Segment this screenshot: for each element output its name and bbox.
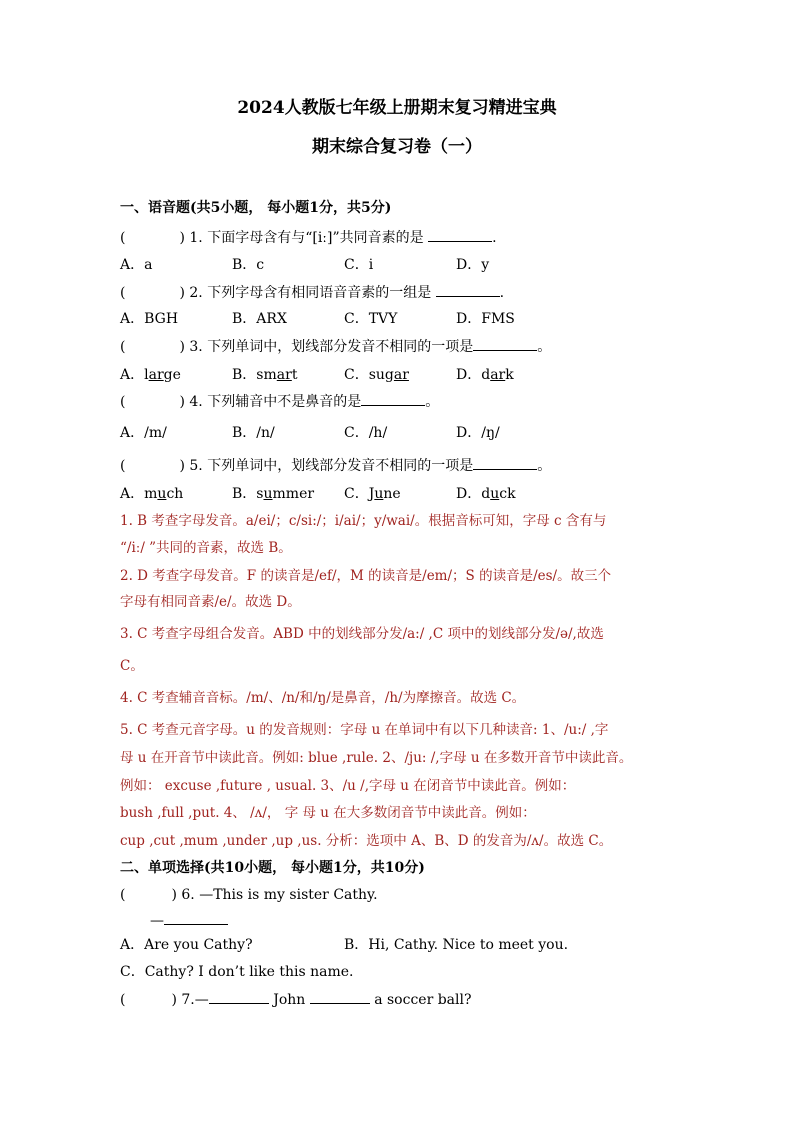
q6-text: —This is my sister Cathy. xyxy=(199,887,378,903)
exam-subtitle: 期末综合复习卷（一） xyxy=(312,137,482,157)
q1-blank xyxy=(428,227,492,242)
answer-2-line1: 2. D 考查字母发音。F 的读音是/ef/，M 的读音是/em/；S 的读音是/es/。故三个 xyxy=(120,568,612,584)
q3-option-a: A．large xyxy=(120,367,181,383)
q3-text: 下列单词中，划线部分发音不相同的一项是 xyxy=(207,339,474,355)
answer-5-line1: 5. C 考查元音字母。u 的发音规则：字母 u 在单词中有以下几种读音: 1、/u:/ ,字 xyxy=(120,722,609,738)
q1-end: . xyxy=(492,230,497,246)
q1-option-a: A．a xyxy=(120,257,153,273)
q4-option-b: B．/n/ xyxy=(232,425,275,441)
q3-option-b: B．smart xyxy=(232,367,298,383)
q2-end: . xyxy=(499,285,505,301)
q5-number: ) 5. xyxy=(179,458,203,474)
q1-option-d: D．y xyxy=(456,257,490,273)
q1-option-b: B．c xyxy=(232,257,265,273)
q2-paren-open: ( xyxy=(120,285,126,301)
answer-5-line2: 母 u 在开音节中读此音。例如: blue ,rule. 2、/ju: /,字母 u 在多数开音节中读此音。 xyxy=(120,750,633,766)
q5-option-c: C．June xyxy=(344,486,401,502)
q7-paren-open: ( xyxy=(120,992,126,1008)
section1-heading: 一、语音题(共5小题， 每小题1分，共5分) xyxy=(120,200,392,216)
question-5 xyxy=(120,455,551,476)
q2-option-a: A．BGH xyxy=(120,311,179,327)
q2-text: 下列字母含有相同语音音素的一组是 xyxy=(207,285,432,301)
exam-title: 2024人教版七年级上册期末复习精进宝典 xyxy=(237,98,557,118)
q3-blank xyxy=(473,336,537,351)
question-4 xyxy=(120,391,439,412)
section2-heading: 二、单项选择(共10小题， 每小题1分，共10分) xyxy=(120,860,425,876)
q5-option-d: D．duck xyxy=(456,486,516,502)
q4-option-a: A．/m/ xyxy=(120,425,167,441)
q3-option-d: D．dark xyxy=(456,367,514,383)
q3-end: 。 xyxy=(537,339,552,355)
q2-number: ) 2. xyxy=(179,285,203,301)
q4-blank xyxy=(361,391,425,406)
question-6 xyxy=(120,885,378,905)
q7-blank-1 xyxy=(209,989,269,1004)
answer-3-line2: C。 xyxy=(120,658,144,674)
q4-end: 。 xyxy=(425,394,440,410)
question-7 xyxy=(120,989,471,1010)
q5-text: 下列单词中，划线部分发音不相同的一项是 xyxy=(207,458,474,474)
q7-blank-2 xyxy=(310,989,370,1004)
q7-number: ) 7.— xyxy=(171,992,209,1008)
q6-paren-open: ( xyxy=(120,887,126,903)
answer-3-line1: 3. C 考查字母组合发音。ABD 中的划线部分发/a:/ ,C 项中的划线部分发/ə/,故选 xyxy=(120,626,604,642)
q5-blank xyxy=(473,455,537,470)
answer-5-line5: cup ,cut ,mum ,under ,up ,us. 分析：选项中 A、B、D 的发音为/ʌ/。故选 C。 xyxy=(120,833,613,849)
q7-subject: John xyxy=(273,992,306,1008)
q6-blank xyxy=(164,910,228,925)
q7-end: a soccer ball? xyxy=(374,992,472,1008)
q1-text: 下面字母含有与“[iː]”共同音素的是 xyxy=(207,230,424,246)
q2-option-b: B．ARX xyxy=(232,311,287,327)
answer-5-line4: bush ,full ,put. 4、 /ʌ/， 字 母 u 在大多数闭音节中读此音。例如： xyxy=(120,805,536,821)
q3-number: ) 3. xyxy=(179,339,203,355)
q1-option-c: C．i xyxy=(344,257,374,273)
q5-paren-open: ( xyxy=(120,458,126,474)
q4-option-c: C．/h/ xyxy=(344,425,388,441)
q5-option-a: A．much xyxy=(120,486,184,502)
q4-paren-open: ( xyxy=(120,394,126,410)
q6-number: ) 6. xyxy=(171,887,195,903)
answer-2-line2: 字母有相同音素/e/。故选 D。 xyxy=(120,594,301,610)
q6-option-c: C．Cathy? I don’t like this name. xyxy=(120,964,354,980)
q1-paren-open: ( xyxy=(120,230,126,246)
q5-end: 。 xyxy=(537,458,552,474)
answer-4: 4. C 考查辅音音标。/m/、/n/和/ŋ/是鼻音，/h/为摩擦音。故选 C。 xyxy=(120,690,526,706)
question-1 xyxy=(120,227,497,248)
q3-option-c: C．sugar xyxy=(344,367,409,383)
q1-number: ) 1. xyxy=(179,230,203,246)
q4-option-d: D．/ŋ/ xyxy=(456,425,500,441)
q2-option-d: D．FMS xyxy=(456,311,515,327)
q4-text: 下列辅音中不是鼻音的是 xyxy=(207,394,362,410)
answer-1-line2: “/iː/ ”共同的音素，故选 B。 xyxy=(120,540,292,556)
q3-paren-open: ( xyxy=(120,339,126,355)
q6-option-a: A．Are you Cathy? xyxy=(120,937,253,953)
question-2 xyxy=(120,282,504,303)
answer-1-line1: 1. B 考查字母发音。a/ei/；c/si:/；i/ai/；y/wai/。根据音标可知，字母 c 含有与 xyxy=(120,513,607,529)
question-3 xyxy=(120,336,551,357)
q5-option-b: B．summer xyxy=(232,486,315,502)
q2-option-c: C．TVY xyxy=(344,311,398,327)
answer-5-line3: 例如： excuse ,future , usual. 3、/u /,字母 u 在闭音节中读此音。例如： xyxy=(120,778,576,794)
q4-number: ) 4. xyxy=(179,394,203,410)
q6-reply-line: — xyxy=(150,910,228,931)
q6-option-b: B．Hi, Cathy. Nice to meet you. xyxy=(344,937,569,953)
q2-blank xyxy=(436,282,500,297)
